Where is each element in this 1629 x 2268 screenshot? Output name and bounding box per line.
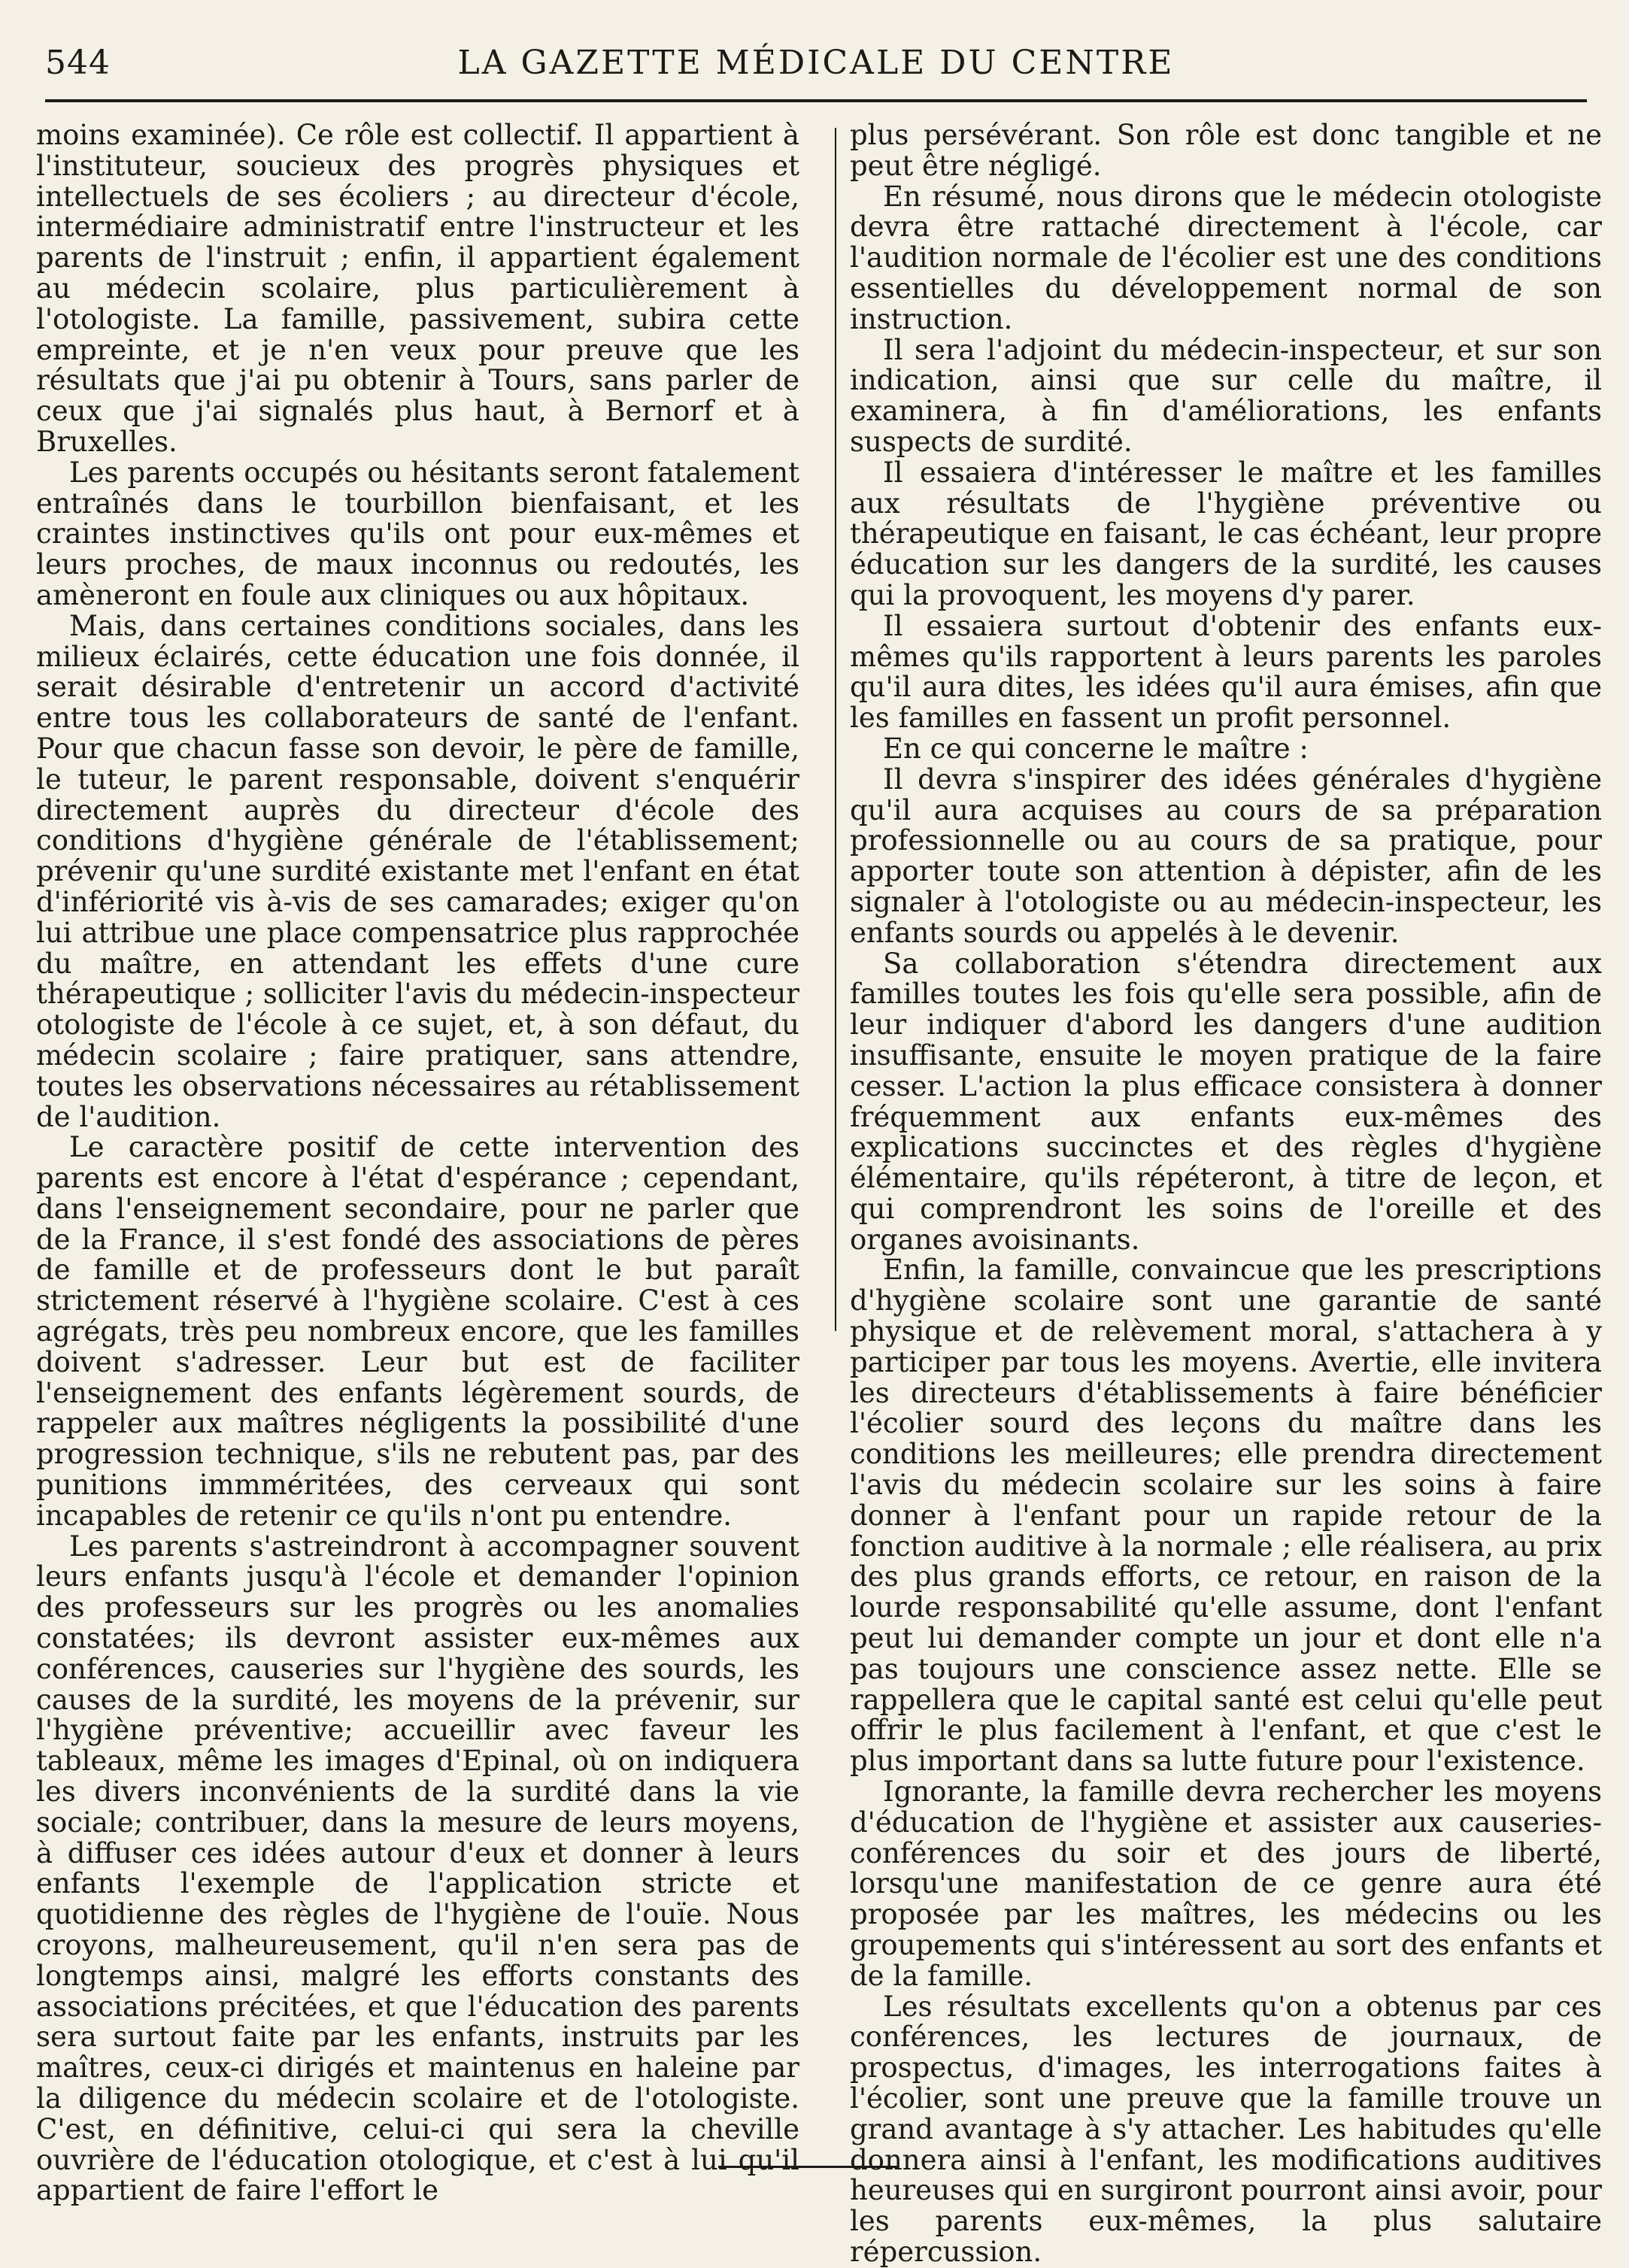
paragraph: Il sera l'adjoint du médecin-inspecteur, et sur son indication, ainsi que sur celle du maître, il examinera, à fin d'améliorations, les enfants suspects de surdité. — [850, 333, 1602, 458]
journal-title: LA GAZETTE MÉDICALE DU CENTRE — [457, 44, 1175, 82]
paragraph: Mais, dans certaines conditions sociales, dans les milieux éclairés, cette éducation une fois donnée, il serait désirable d'entretenir un accord d'activité entre tous les collaborateurs de santé de l'enfant. Pour que chacun fasse son devoir, le père de famille, le tuteur, le parent responsable, doivent s'enquérir directement auprès du directeur d'école des conditions d'hygiène générale de l'établissement; prévenir qu'une surdité existante met l'enfant en état d'infériorité vis à-vis de ses camarades; exiger qu'on lui attribue une place compensatrice plus rapprochée du maître, en attendant les effets d'une cure thérapeutique ; solliciter l'avis du médecin-inspecteur otologiste de l'école à ce sujet, et, à son défaut, du médecin scolaire ; faire pratiquer, sans attendre, toutes les observations nécessaires au rétablissement de l'audition. — [36, 609, 799, 1133]
page-header — [45, 44, 1587, 90]
paragraph: Enfin, la famille, convaincue que les prescriptions d'hygiène scolaire sont une garantie de santé physique et de relèvement moral, s'attachera à y participer par tous les moyens. Avertie, elle invitera les directeurs d'établissements à faire bénéficier l'écolier sourd des leçons du maître dans les conditions les meilleures; elle prendra directement l'avis du médecin scolaire sur les soins à faire donner à l'enfant pour un rapide retour de la fonction auditive à la normale ; elle réalisera, au prix des plus grands efforts, ce retour, en raison de la lourde responsabilité qu'elle assume, dont l'enfant peut lui demander compte un jour et dont elle n'a pas toujours une conscience assez nette. Elle se rappellera que le capital santé est celui qu'elle peut offrir le plus facilement à l'enfant, et que c'est le plus important dans sa lutte future pour l'existence. — [850, 1254, 1602, 1778]
header-rule — [45, 99, 1587, 102]
paragraph: Il devra s'inspirer des idées générales d'hygiène qu'il aura acquises au cours de sa préparation professionnelle ou au cours de sa pratique, pour apporter toute son attention à dépister, afin de les signaler à l'otologiste ou au médecin-inspecteur, les enfants sourds ou appelés à le devenir. — [850, 763, 1602, 949]
paragraph: Le caractère positif de cette intervention des parents est encore à l'état d'espérance ; cependant, dans l'enseignement secondaire, pour ne parler que de la France, il s'est fondé des associations de pères de famille et de professeurs dont le but paraît strictement réservé à l'hygiène scolaire. C'est à ces agrégats, très peu nombreux encore, que les familles doivent s'adresser. Leur but est de faciliter l'enseignement des enfants légèrement sourds, de rappeler aux maîtres négligents la possibilité d'une progression technique, s'ils ne rebutent pas, par des punitions immméritées, des cerveaux qui sont incapables de retenir ce qu'ils n'ont pu entendre. — [36, 1131, 799, 1532]
left-column — [36, 120, 799, 2206]
paragraph: Les résultats excellents qu'on a obtenus par ces conférences, les lectures de journaux, de prospectus, d'images, les interrogations faites à l'écolier, sont une preuve que la famille trouve un grand avantage à s'y attacher. Les habitudes qu'elle donnera ainsi à l'enfant, les modifications auditives heureuses qui en surgiront pourront ainsi avoir, pour les parents eux-mêmes, la plus salutaire répercussion. — [850, 1990, 1602, 2268]
footer-rule — [718, 2166, 899, 2168]
paragraph: moins examinée). Ce rôle est collectif. Il appartient à l'instituteur, soucieux des progrès physiques et intellectuels de ses écoliers ; au directeur d'école, intermédiaire administratif entre l'instructeur et les parents de l'instruit ; enfin, il appartient également au médecin scolaire, plus particulièrement à l'otologiste. La famille, passivement, subira cette empreinte, et je n'en veux pour preuve que les résultats que j'ai pu obtenir à Tours, sans parler de ceux que j'ai signalés plus haut, à Bernorf et à Bruxelles. — [36, 119, 799, 458]
paragraph: Les parents occupés ou hésitants seront fatalement entraînés dans le tourbillon bienfaisant, et les craintes instinctives qu'ils ont pour eux-mêmes et leurs proches, de maux inconnus ou redoutés, les amèneront en foule aux cliniques ou aux hôpitaux. — [36, 456, 799, 611]
paragraph: Ignorante, la famille devra rechercher les moyens d'éducation de l'hygiène et assister aux causeries-conférences du soir et des jours de liberté, lorsqu'une manifestation de ce genre aura été proposée par les maîtres, les médecins ou les groupements qui s'intéressent au sort des enfants et de la famille. — [850, 1775, 1602, 1992]
paragraph: En ce qui concerne le maître : — [883, 732, 1309, 765]
paragraph: Il essaiera surtout d'obtenir des enfants eux-mêmes qu'ils rapportent à leurs parents les paroles qu'il aura dites, les idées qu'il aura émises, afin que les familles en fassent un profit personnel. — [850, 609, 1602, 735]
paragraph: Les parents s'astreindront à accompagner souvent leurs enfants jusqu'à l'école et demander l'opinion des professeurs sur les progrès ou les anomalies constatées; ils devront assister eux-mêmes aux conférences, causeries sur l'hygiène des sourds, les causes de la surdité, les moyens de la prévenir, sur l'hygiène préventive; accueillir avec faveur les tableaux, même les images d'Epinal, où on indiquera les divers inconvénients de la surdité dans la vie sociale; contribuer, dans la mesure de leurs moyens, à diffuser ces idées autour d'eux et donner à leurs enfants l'exemple de l'application stricte et quotidienne des règles de l'hygiène de l'ouïe. Nous croyons, malheureusement, qu'il n'en sera pas de longtemps ainsi, malgré les efforts constants des associations précitées, et que l'éducation des parents sera surtout faite par les enfants, instruits par les maîtres, ceux-ci dirigés et maintenus en haleine par la diligence du médecin scolaire et de l'otologiste. C'est, en définitive, celui-ci qui sera la cheville ouvrière de l'éducation otologique, et c'est à lui qu'il appartient de faire l'effort le — [36, 1530, 799, 2207]
paragraph: En résumé, nous dirons que le médecin otologiste devra être rattaché directement à l'école, car l'audition normale de l'écolier est une des conditions essentielles du développement normal de son instruction. — [850, 180, 1602, 335]
paragraph: Sa collaboration s'étendra directement aux familles toutes les fois qu'elle sera possible, afin de leur indiquer d'abord les dangers d'une audition insuffisante, ensuite le moyen pratique de la faire cesser. L'action la plus efficace consistera à donner fréquemment aux enfants eux-mêmes des explications succinctes et des règles d'hygiène élémentaire, qu'ils répéteront, à titre de leçon, et qui comprendront les soins de l'oreille et des organes avoisinants. — [850, 947, 1602, 1256]
column-divider — [835, 128, 836, 1331]
paragraph: plus persévérant. Son rôle est donc tangible et ne peut être négligé. — [850, 119, 1602, 182]
paragraph: Il essaiera d'intéresser le maître et les familles aux résultats de l'hygiène préventive ou thérapeutique en faisant, le cas échéant, leur propre éducation sur les dangers de la surdité, les causes qui la provoquent, les moyens d'y parer. — [850, 456, 1602, 611]
page-number: 544 — [45, 44, 111, 82]
right-column — [850, 120, 1602, 2268]
